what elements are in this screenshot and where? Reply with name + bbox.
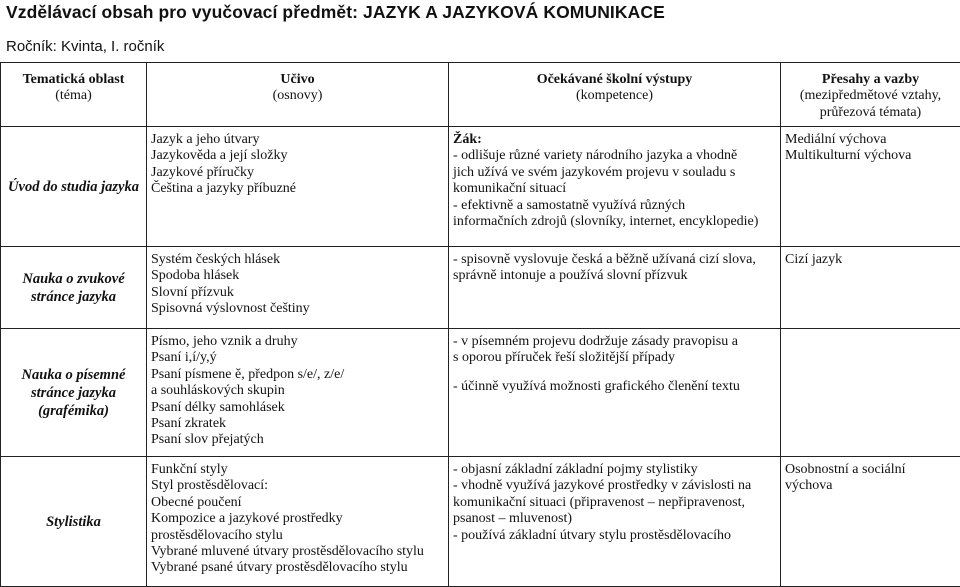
outcomes-cell [449, 457, 781, 587]
content-line: a souhláskových skupin [151, 383, 444, 399]
outcome-line: - vhodně využívá jazykové prostředky v závislosti na [453, 478, 776, 494]
outcome-line: psanost – mluvenost) [453, 511, 776, 527]
outcome-line: jich užívá ve svém jazykovém projevu v souladu s [453, 165, 776, 181]
table-row [1, 127, 960, 247]
outcome-line: - odlišuje různé variety národního jazyka a vhodně [453, 148, 776, 164]
content-line: Styl prostěsdělovací: [151, 478, 444, 494]
links-cell [781, 247, 960, 329]
outcome-line: správně intonuje a používá slovní přízvuk [453, 268, 776, 284]
links-cell [781, 457, 960, 587]
area-cell: Stylistika [1, 457, 147, 587]
content-line: Psaní délky samohlásek [151, 400, 444, 416]
header-sub: (osnovy) [273, 88, 323, 103]
spacer [453, 367, 776, 379]
links-cell [781, 127, 960, 247]
table-row [1, 457, 960, 587]
header-main: Očekávané školní výstupy [453, 72, 776, 88]
content-cell [147, 329, 449, 457]
header-cell-outcomes [449, 63, 781, 127]
link-line: Cizí jazyk [785, 252, 956, 268]
page-title: Vzdělávací obsah pro vyučovací předmět: JAZYK A JAZYKOVÁ KOMUNIKACE [6, 2, 665, 23]
content-line: Vybrané psané útvary prostěsdělovacího stylu [151, 560, 444, 576]
link-line: Mediální výchova [785, 132, 956, 148]
content-line: Jazyk a jeho útvary [151, 132, 444, 148]
header-sub: (mezipředmětové vztahy, průřezová témata) [800, 88, 941, 119]
content-line: Spisovná výslovnost češtiny [151, 301, 444, 317]
table-row [1, 329, 960, 457]
outcome-line: - spisovně vyslovuje česká a běžně užívaná cizí slova, [453, 252, 776, 268]
content-line: Psaní zkratek [151, 416, 444, 432]
outcome-line: komunikační situací [453, 181, 776, 197]
header-row [1, 63, 960, 127]
content-line: Funkční styly [151, 462, 444, 478]
header-sub: (téma) [55, 88, 92, 103]
area-cell: Nauka o písemné stránce jazyka (grafémika) [1, 329, 147, 457]
header-sub: (kompetence) [576, 88, 653, 103]
outcome-line: - účinně využívá možnosti grafického členění textu [453, 379, 776, 395]
outcome-line: komunikační situaci (připravenost – nepřipravenost, [453, 495, 776, 511]
content-line: Jazykověda a její složky [151, 148, 444, 164]
content-cell [147, 457, 449, 587]
outcome-line: - používá základní útvary stylu prostěsdělovacího [453, 528, 776, 544]
content-line: Psaní i,í/y,ý [151, 350, 444, 366]
link-line: výchova [785, 478, 956, 494]
content-line: Obecné poučení [151, 495, 444, 511]
outcome-line: s oporou příruček řeší složitější případy [453, 350, 776, 366]
area-cell: Úvod do studia jazyka [1, 127, 147, 247]
header-cell-area [1, 63, 147, 127]
content-line: Psaní písmene ě, předpon s/e/, z/e/ [151, 367, 444, 383]
curriculum-table [0, 62, 960, 587]
content-line: Systém českých hlásek [151, 252, 444, 268]
outcome-line: informačních zdrojů (slovníky, internet, encyklopedie) [453, 214, 776, 230]
content-cell [147, 247, 449, 329]
grade-label: Ročník: Kvinta, I. ročník [6, 38, 164, 55]
content-line: prostěsdělovacího stylu [151, 528, 444, 544]
outcomes-cell [449, 247, 781, 329]
link-line: Multikulturní výchova [785, 148, 956, 164]
content-line: Jazykové příručky [151, 165, 444, 181]
header-cell-content [147, 63, 449, 127]
outcome-line: - v písemném projevu dodržuje zásady pravopisu a [453, 334, 776, 350]
outcomes-cell [449, 329, 781, 457]
header-main: Přesahy a vazby [785, 72, 956, 88]
header-main: Učivo [151, 72, 444, 88]
content-line: Čeština a jazyky příbuzné [151, 181, 444, 197]
table-row [1, 247, 960, 329]
outcomes-lead: Žák: [453, 132, 776, 148]
outcome-line: - efektivně a samostatně využívá různých [453, 198, 776, 214]
content-line: Písmo, jeho vznik a druhy [151, 334, 444, 350]
content-line: Spodoba hlásek [151, 268, 444, 284]
outcomes-cell [449, 127, 781, 247]
links-cell [781, 329, 960, 457]
content-cell [147, 127, 449, 247]
content-line: Psaní slov přejatých [151, 432, 444, 448]
content-line: Kompozice a jazykové prostředky [151, 511, 444, 527]
content-line: Slovní přízvuk [151, 285, 444, 301]
header-main: Tematická oblast [5, 72, 142, 88]
outcome-line: - objasní základní základní pojmy stylistiky [453, 462, 776, 478]
link-line: Osobnostní a sociální [785, 462, 956, 478]
area-cell: Nauka o zvukové stránce jazyka [1, 247, 147, 329]
header-cell-links [781, 63, 960, 127]
content-line: Vybrané mluvené útvary prostěsdělovacího stylu [151, 544, 444, 560]
